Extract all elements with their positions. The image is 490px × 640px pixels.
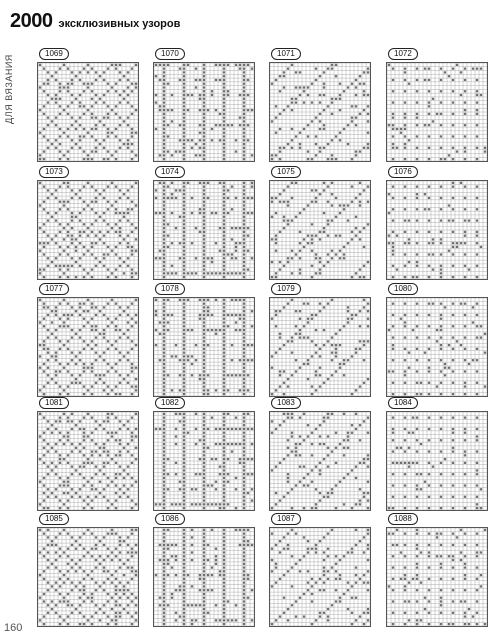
pattern-number-label: 1071 bbox=[271, 48, 301, 60]
chart-grid-graphic bbox=[270, 181, 370, 279]
pattern-number-label: 1088 bbox=[388, 513, 418, 525]
pattern-number-label: 1087 bbox=[271, 513, 301, 525]
pattern-chart bbox=[269, 180, 371, 280]
pattern-chart bbox=[37, 527, 139, 627]
pattern-number-label: 1077 bbox=[39, 283, 69, 295]
chart-grid-graphic bbox=[154, 63, 254, 161]
pattern-number-label: 1086 bbox=[155, 513, 185, 525]
pattern-chart bbox=[386, 411, 488, 511]
pattern-number-label: 1081 bbox=[39, 397, 69, 409]
pattern-number-label: 1080 bbox=[388, 283, 418, 295]
chart-grid-graphic bbox=[38, 412, 138, 510]
pattern-number-label: 1083 bbox=[271, 397, 301, 409]
pattern-number-label: 1075 bbox=[271, 166, 301, 178]
chart-grid-graphic bbox=[38, 63, 138, 161]
pattern-chart bbox=[386, 180, 488, 280]
pattern-chart bbox=[153, 62, 255, 162]
pattern-chart bbox=[269, 62, 371, 162]
chart-grid-graphic bbox=[387, 412, 487, 510]
chart-grid-graphic bbox=[387, 181, 487, 279]
pattern-number-label: 1076 bbox=[388, 166, 418, 178]
page-number: 160 bbox=[4, 622, 23, 634]
chart-grid-graphic bbox=[154, 528, 254, 626]
pattern-chart bbox=[269, 527, 371, 627]
side-section-label bbox=[2, 46, 16, 136]
pattern-number-label: 1072 bbox=[388, 48, 418, 60]
pattern-chart bbox=[386, 527, 488, 627]
pattern-chart bbox=[386, 297, 488, 397]
pattern-chart bbox=[153, 411, 255, 511]
pattern-chart bbox=[37, 411, 139, 511]
pattern-chart bbox=[37, 180, 139, 280]
chart-grid-graphic bbox=[270, 528, 370, 626]
page-header bbox=[10, 10, 180, 33]
chart-grid-graphic bbox=[38, 181, 138, 279]
chart-grid-graphic bbox=[270, 63, 370, 161]
pattern-chart bbox=[37, 297, 139, 397]
chart-grid-graphic bbox=[270, 298, 370, 396]
chart-grid-graphic bbox=[154, 412, 254, 510]
pattern-number-label: 1082 bbox=[155, 397, 185, 409]
book-number: 2000 bbox=[10, 10, 53, 32]
chart-grid-graphic bbox=[38, 528, 138, 626]
chart-grid-graphic bbox=[270, 412, 370, 510]
chart-grid-graphic bbox=[387, 528, 487, 626]
chart-grid-graphic bbox=[387, 63, 487, 161]
pattern-number-label: 1069 bbox=[39, 48, 69, 60]
pattern-number-label: 1085 bbox=[39, 513, 69, 525]
pattern-number-label: 1079 bbox=[271, 283, 301, 295]
pattern-chart bbox=[153, 297, 255, 397]
pattern-number-label: 1078 bbox=[155, 283, 185, 295]
chart-grid-graphic bbox=[154, 181, 254, 279]
book-subtitle: эксклюзивных узоров bbox=[58, 18, 181, 30]
pattern-number-label: 1074 bbox=[155, 166, 185, 178]
pattern-number-label: 1073 bbox=[39, 166, 69, 178]
pattern-chart bbox=[269, 297, 371, 397]
pattern-chart bbox=[153, 527, 255, 627]
chart-grid-graphic bbox=[387, 298, 487, 396]
pattern-chart bbox=[37, 62, 139, 162]
pattern-chart bbox=[269, 411, 371, 511]
chart-grid-graphic bbox=[154, 298, 254, 396]
pattern-chart bbox=[386, 62, 488, 162]
side-label-text: ДЛЯ ВЯЗАНИЯ bbox=[4, 54, 14, 124]
chart-grid-graphic bbox=[38, 298, 138, 396]
pattern-chart bbox=[153, 180, 255, 280]
pattern-number-label: 1084 bbox=[388, 397, 418, 409]
pattern-number-label: 1070 bbox=[155, 48, 185, 60]
